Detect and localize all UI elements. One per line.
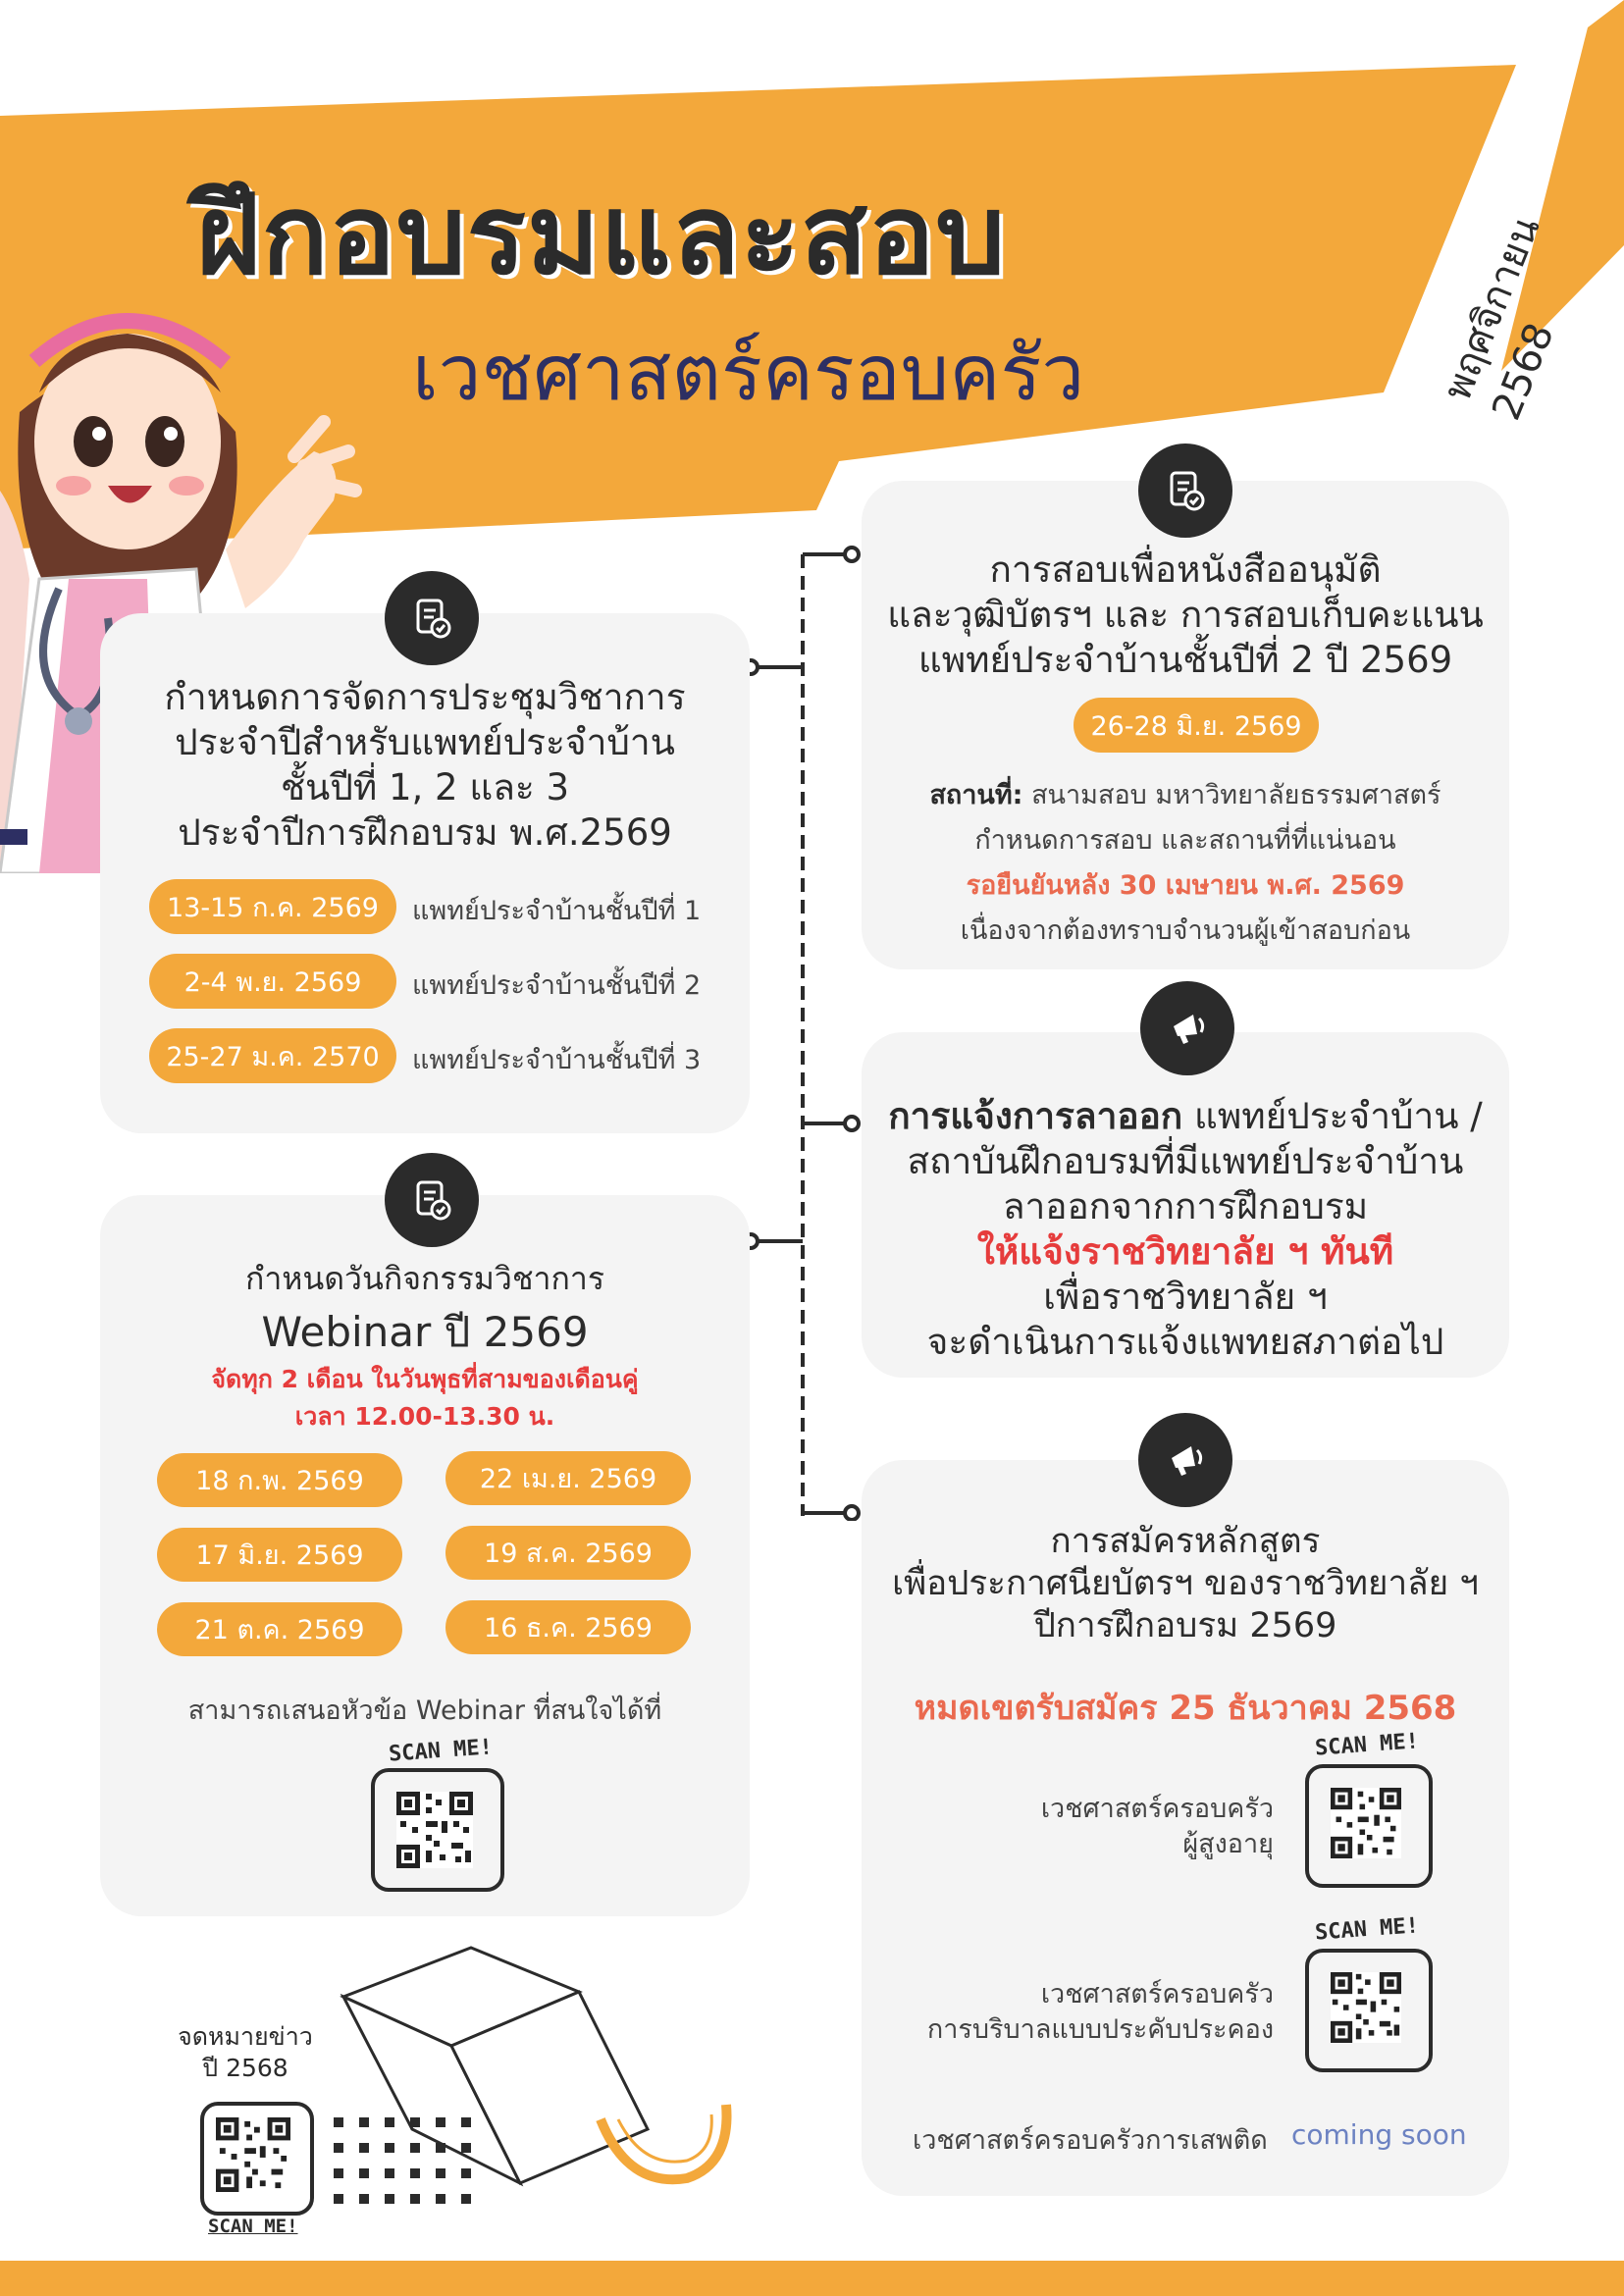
webinar-date-pill: 22 เม.ย. 2569 [445,1451,691,1505]
coming-soon-label: coming soon [1291,2118,1467,2151]
course-palliative-label: เวชศาสตร์ครอบครัว การบริบาลแบบประคับประคอง [926,1979,1274,2045]
qr-code-geriatric[interactable] [1331,1788,1401,1858]
conference-date-pill: 25-27 ม.ค. 2570 [149,1028,396,1083]
conference-row-label: แพทย์ประจำบ้านชั้นปีที่ 3 [412,1045,702,1075]
exam-heading: การสอบเพื่อหนังสืออนุมัติ และวุฒิบัตรฯ และ การสอบเก็บคะแนน แพทย์ประจำบ้านชั้นปีที่ 2 ปี 2569 [887,548,1484,681]
page-title: ฝึกอบรมและสอบ [196,172,1007,299]
qr-code-palliative[interactable] [1331,1972,1401,2043]
webinar-date-pill: 18 ก.พ. 2569 [157,1453,402,1507]
conference-date-pill: 2-4 พ.ย. 2569 [149,954,396,1009]
webinar-date-pill: 16 ธ.ค. 2569 [445,1600,691,1654]
webinar-date-pill: 21 ต.ค. 2569 [157,1602,402,1656]
webinar-date-pill: 19 ส.ค. 2569 [445,1526,691,1580]
course-addiction-label: เวชศาสตร์ครอบครัวการเสพติด [913,2125,1268,2156]
resignation-bold: การแจ้งการลาออก [888,1095,1183,1137]
application-heading: การสมัครหลักสูตร เพื่อประกาศนียบัตรฯ ของราชวิทยาลัย ฯ ปีการฝึกอบรม 2569 [892,1522,1479,1645]
resignation-text: การแจ้งการลาออก แพทย์ประจำบ้าน / สถาบันฝึกอบรมที่มีแพทย์ประจำบ้าน ลาออกจากการฝึกอบรม ให้แจ้งราชวิทยาลัย ฯ ทันที เพื่อราชวิทยาลัย ฯ จะดำเนินการแจ้งแพทยสภาต่อไป [862,1094,1509,1365]
qr-code-newsletter[interactable] [216,2117,290,2192]
course-geriatric-label: เวชศาสตร์ครอบครัว ผู้สูงอายุ [1040,1794,1274,1859]
application-deadline: หมดเขตรับสมัคร 25 ธันวาคม 2568 [914,1689,1457,1728]
timeline-connector [736,540,864,1521]
exam-venue [862,773,1509,815]
megaphone-icon [1140,981,1234,1075]
resignation-line1: แพทย์ประจำบ้าน / [1182,1095,1483,1137]
conference-date-pill: 13-15 ก.ค. 2569 [149,879,396,934]
exam-note: กำหนดการสอบ และสถานที่ที่แน่นอน [974,825,1396,856]
scan-me-label: SCAN ME! [1314,1913,1420,1946]
date-label: พฤศจิกายน 2568 [1435,210,1563,427]
document-check-icon [1138,444,1232,538]
megaphone-icon [1138,1413,1232,1507]
conference-heading: กำหนดการจัดการประชุมวิชาการ ประจำปีสำหรับแพทย์ประจำบ้าน ชั้นปีที่ 1, 2 และ 3 ประจำปีการฝึกอบรม พ.ศ.2569 [164,676,686,854]
exam-venue-name: สนามสอบ มหาวิทยาลัยธรรมศาสตร์ [1031,780,1441,810]
newsletter-label: จดหมายข่าว ปี 2568 [178,2022,313,2082]
document-check-icon [385,571,479,665]
conference-row-label: แพทย์ประจำบ้านชั้นปีที่ 1 [412,896,702,926]
webinar-schedule-note: จัดทุก 2 เดือน ในวันพุธที่สามของเดือนคู่ [211,1365,639,1393]
scan-me-label: SCAN ME! [388,1735,494,1767]
exam-venue-label: สถานที่: [929,780,1023,810]
decorative-dots [330,2113,487,2221]
conference-row-label: แพทย์ประจำบ้านชั้นปีที่ 2 [412,970,702,1001]
page-subtitle: เวชศาสตร์ครอบครัว [412,330,1085,418]
webinar-date-pill: 17 มิ.ย. 2569 [157,1528,402,1582]
webinar-heading: กำหนดวันกิจกรรมวิชาการ [244,1260,605,1297]
exam-confirm-note: รอยืนยันหลัง 30 เมษายน พ.ศ. 2569 [966,870,1405,901]
scan-me-label: SCAN ME! [1314,1729,1420,1761]
exam-date-pill: 26-28 มิ.ย. 2569 [1074,698,1319,753]
qr-code-webinar[interactable] [396,1792,473,1868]
webinar-time-note: เวลา 12.00-13.30 น. [294,1402,555,1431]
webinar-propose-text: สามารถเสนอหัวข้อ Webinar ที่สนใจได้ที่ [187,1696,662,1726]
footer-bar [0,2261,1624,2296]
document-check-icon [385,1153,479,1247]
resignation-notify: ให้แจ้งราชวิทยาลัย ฯ ทันที [976,1230,1394,1273]
decorative-arc [589,2090,746,2198]
webinar-title: Webinar ปี 2569 [261,1308,589,1356]
exam-reason-note: เนื่องจากต้องทราบจำนวนผู้เข้าสอบก่อน [960,915,1411,946]
scan-me-label: SCAN ME! [208,2216,298,2237]
